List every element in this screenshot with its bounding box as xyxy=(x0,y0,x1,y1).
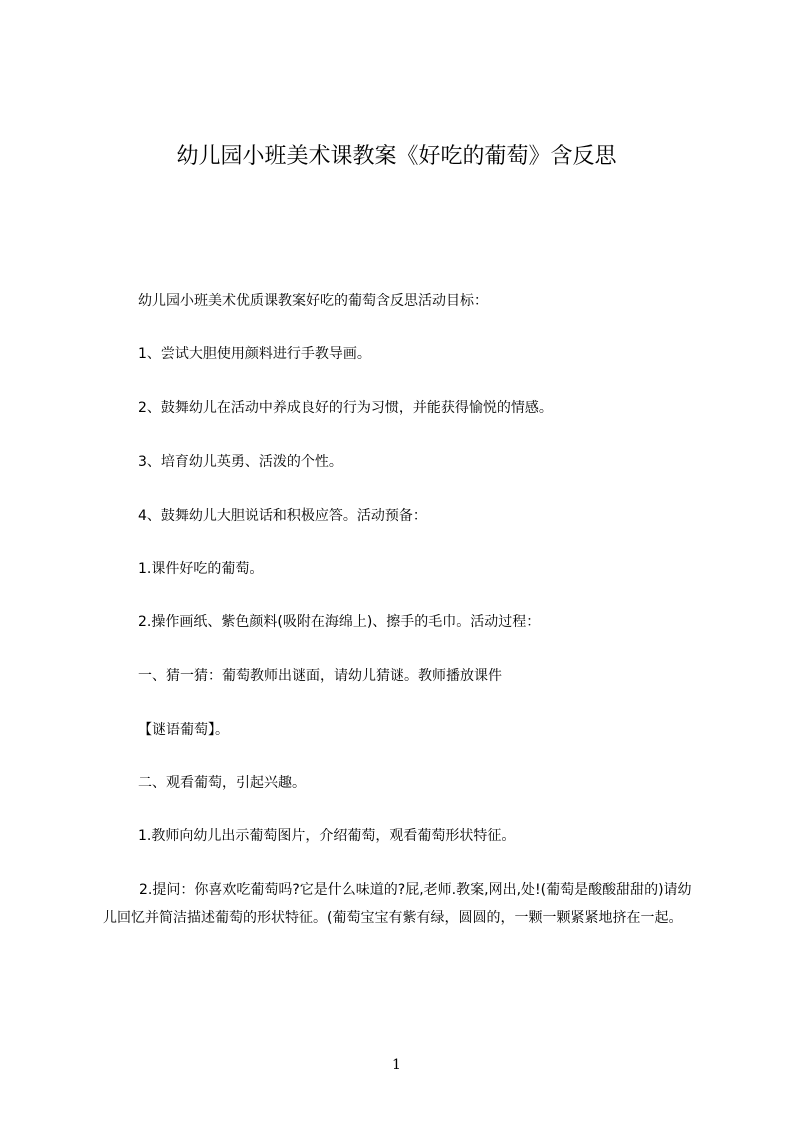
paragraph-objective-1: 1、尝试大胆使用颜料进行手教导画。 xyxy=(138,346,371,362)
paragraph-objective-3: 3、培育幼儿英勇、活泼的个性。 xyxy=(138,454,343,470)
paragraph-step-2-1: 1.教师向幼儿出示葡萄图片，介绍葡萄，观看葡萄形状特征。 xyxy=(138,828,516,844)
paragraph-step-1: 一、猜一猜：葡萄教师出谜面，请幼儿猜谜。教师播放课件 xyxy=(138,668,502,684)
paragraph-objectives-intro: 幼儿园小班美术优质课教案好吃的葡萄含反思活动目标： xyxy=(138,293,488,309)
paragraph-prep-2: 2.操作画纸、紫色颜料(吸附在海绵上)、擦手的毛巾。活动过程： xyxy=(138,614,541,630)
paragraph-objective-2: 2、鼓舞幼儿在活动中养成良好的行为习惯，并能获得愉悦的情感。 xyxy=(138,400,553,416)
paragraph-objective-4: 4、鼓舞幼儿大胆说话和积极应答。活动预备： xyxy=(138,508,427,524)
paragraph-step-2-2: 2.提问：你喜欢吃葡萄吗?它是什么味道的?屁,老师.教案,网出,处!(葡萄是酸酸甜甜的)请幼儿回忆并简洁描述葡萄的形状特征。(葡萄宝宝有紫有绿，圆圆的，一颗一颗紧紧地挤在一起。 xyxy=(103,882,692,926)
page-number: 1 xyxy=(392,1057,401,1073)
paragraph-prep-1: 1.课件好吃的葡萄。 xyxy=(138,561,264,577)
document-title: 幼儿园小班美术课教案《好吃的葡萄》含反思 xyxy=(176,144,617,169)
paragraph-riddle: 【谜语葡萄】。 xyxy=(138,722,229,738)
paragraph-step-2: 二、观看葡萄，引起兴趣。 xyxy=(138,775,306,791)
